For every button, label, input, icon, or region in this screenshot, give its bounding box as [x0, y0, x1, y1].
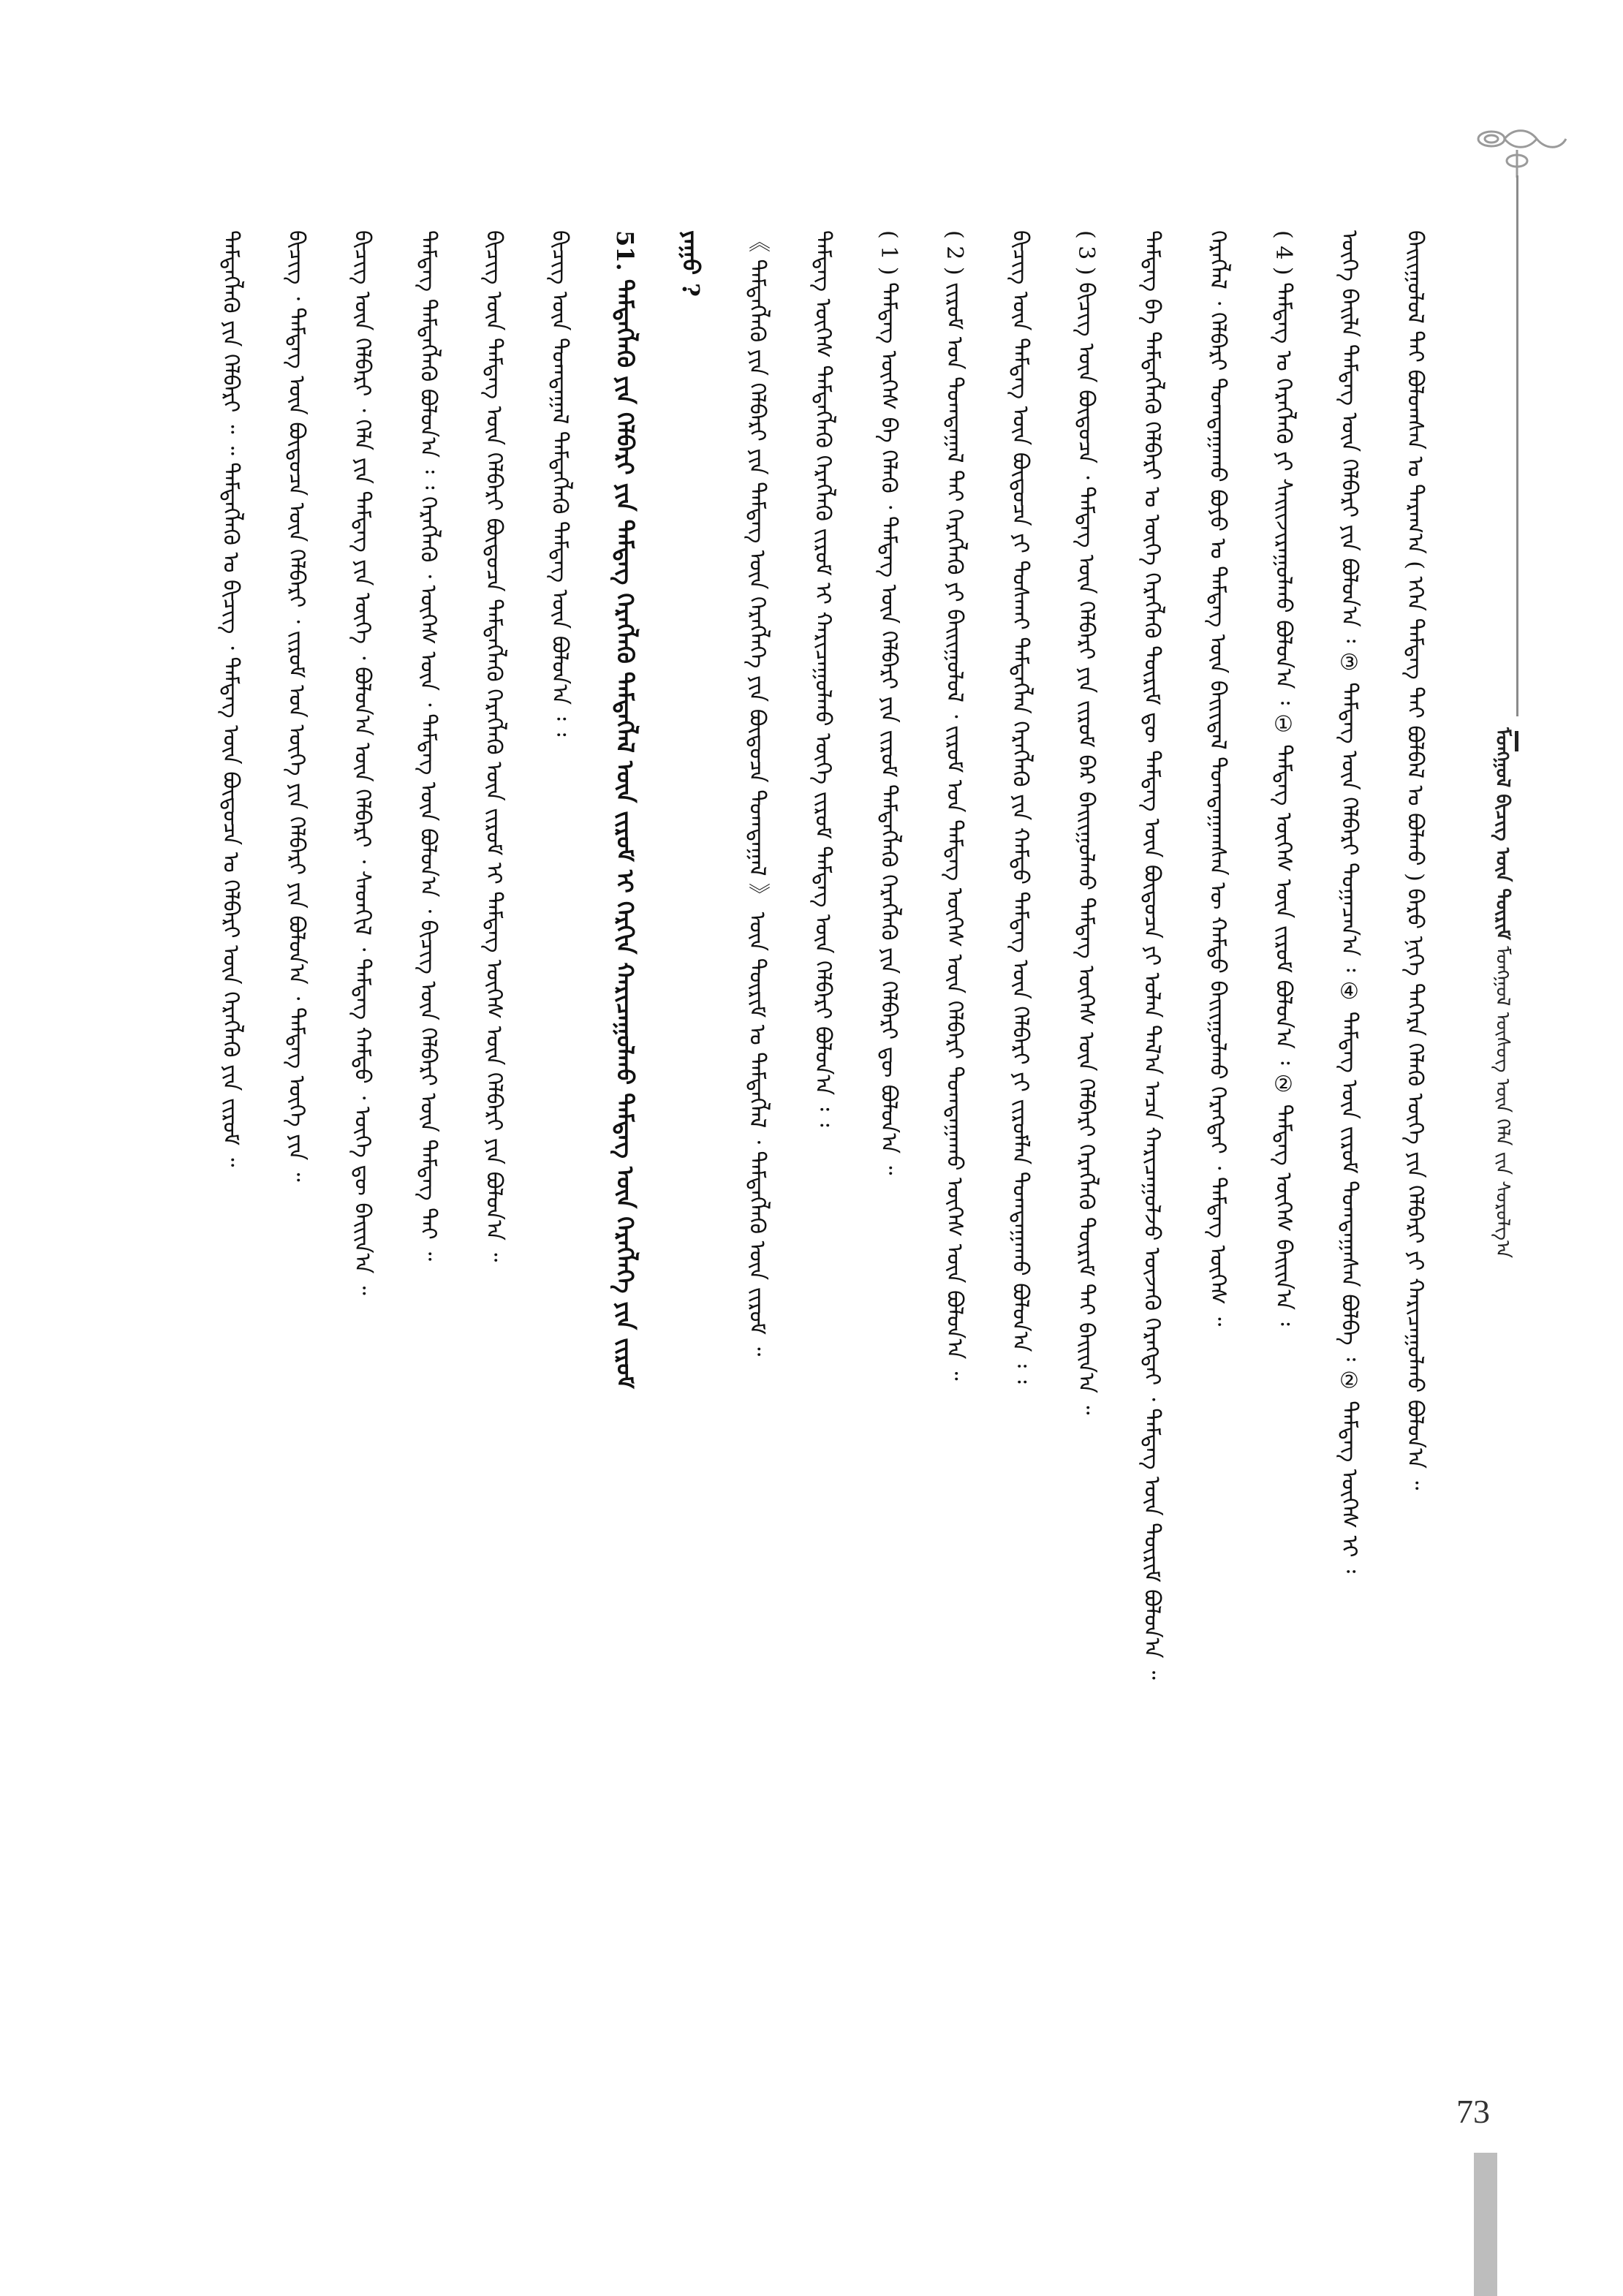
text-line: ᠪᠢᠴᠢᠭ ᠦᠨ ᠬᠡᠯᠪᠡᠷᠢ ᠂ ᠬᠡᠯᠡ ᠶᠢᠨ ᠲᠡᠮᠳᠡᠭ ᠶᠢᠨ ᠦᠭᠡ ᠂ ᠪᠣᠯᠤᠨ᠎ᠠ ᠦᠨ ᠬᠡᠯᠪᠡᠷᠢ ᠂ ᠰᠡᠳᠬᠢᠯ ᠂ ᠲᠡᠮᠳᠡᠭ ᠬᠠᠮᠲᠤ ᠂ ᠦᠭᠡ ᠳᠦ ᠪᠠᠢᠢᠨ᠎ᠠ ᠃: [349, 230, 375, 1295]
header-rule: [1516, 175, 1518, 716]
body-text: [186, 230, 1429, 2098]
text-line: ᠦᠭᠡ ᠪᠠᠢᠯᠠ ᠲᠡᠮᠳᠡᠭ ᠦᠨ ᠬᠡᠯᠪᠡᠷᠢ ᠶᠢᠨ ᠪᠣᠯᠤᠨ᠎ᠠ ᠄ ③ ᠲᠡᠮᠳᠡᠭ ᠦᠨ ᠬᠡᠯᠪᠡᠷᠢ ᠲᠣᠭᠠᠴᠠᠨ᠎ᠠ ᠄ ④ ᠲᠡᠮᠳᠡᠭ ᠦᠨ ᠵᠢᠷᠤᠮ ᠲᠣᠭᠲᠠᠭᠠᠰᠠᠨ ᠪᠣᠯᠪᠠ ᠄ ② ᠲᠡᠮᠳᠡᠭ ᠦᠭᠡᠰ ᠢ ᠄: [1336, 230, 1362, 1574]
section-heading: 51. ᠲᠡᠮᠳᠡᠭᠯᠡᠬᠦ ᠶᠢᠨ ᠬᠡᠯᠪᠡᠷᠢ ᠶᠢᠨ ᠲᠡᠮᠳᠡᠭ ᠬᠡᠷᠡᠭᠯᠡᠬᠦ ᠲᠡᠮᠳᠡᠭᠯᠡᠯ ᠦᠨ ᠵᠢᠷᠤᠮ ᠢ ᠬᠡᠷᠬᠢᠨ ᠬᠠᠷᠢᠴᠠᠭᠤᠯᠬᠤ ᠲᠡᠮᠳᠡᠭ ᠦᠨ ᠬᠡᠷᠡᠭᠯᠡᠭᠡ ᠶᠢᠨ ᠵᠢᠷᠤᠮ: [611, 230, 639, 1389]
text-line: ᠪᠠᠢᠢᠭᠤᠯᠤᠯ ᠲᠠᠢ ᠪᠤᠯᠤᠭᠰᠠᠨ ᠤ ᠳᠠᠷᠠᠭ᠎ᠠ ( ᠡᠭᠡᠨ ᠲᠡᠮᠳᠡᠭ ᠲᠠᠢ ᠪᠣᠯᠪᠠᠯ ᠤ ᠪᠣᠯᠬᠤ ) ᠪᠠᠷᠤ ᠨᠢᠭᠡ ᠳᠡᠭᠡᠷᠡ ᠬᠡᠯᠡᠬᠦ ᠦᠭᠡ ᠶᠢᠨ ᠬᠡᠯᠪᠡᠷᠢ ᠶᠢ ᠬᠠᠷᠢᠴᠠᠭᠤᠯᠬᠤ ᠪᠣᠯᠤᠨ᠎ᠠ ᠃: [1402, 230, 1428, 1490]
text-line: 《 ᠲᠡᠮᠳᠡᠭᠯᠡᠬᠦ ᠶᠢᠨ ᠬᠡᠯᠪᠡᠷᠢ ᠶᠢᠨ ᠲᠡᠮᠳᠡᠭ ᠦᠨ ᠬᠡᠷᠡᠭᠯᠡᠭᠡ ᠶᠢᠨ ᠪᠦᠲᠦᠴᠡ ᠲᠣᠭᠲᠠᠭᠠᠯ 》 ᠦᠨ ᠳᠦᠷᠢᠮ ᠤ ᠲᠡᠮᠳᠡᠭᠯᠡᠯ ᠂ ᠲᠡᠮᠳᠡᠭᠯᠡᠬᠦ ᠦᠨ ᠵᠢᠷᠤᠮ ᠃: [744, 230, 770, 1357]
text-line: ᠪᠢᠴᠢᠭ ᠦᠨ ᠲᠡᠮᠳᠡᠭ ᠦᠨ ᠬᠡᠯᠪᠡᠷᠢ ᠪᠦᠲᠦᠴᠡ ᠲᠡᠮᠳᠡᠭᠯᠡᠬᠦ ᠬᠡᠷᠡᠭᠯᠡᠬᠦ ᠦᠨ ᠵᠢᠷᠤᠮ ᠢ ᠲᠡᠮᠳᠡᠭ ᠦᠭᠡᠰ ᠦᠨ ᠬᠡᠯᠪᠡᠷᠢ ᠶᠢᠨ ᠪᠣᠯᠤᠨ᠎ᠠ ᠃: [481, 230, 507, 1262]
running-head-text: ᠮᠣᠩᠭᠣᠯ ᠦᠰᠦᠭ ᠦᠨ ᠬᠡᠯᠡ ᠵᠢᠨ ᠰᠤᠷᠤᠯᠭ᠎ᠠ: [1491, 946, 1513, 1259]
text-line: ᠲᠡᠮᠳᠡᠭ ᠲᠡᠮᠳᠡᠭᠯᠡᠬᠦ ᠪᠣᠯᠤᠨ᠎ᠠ ᠄ ᠄ ᠬᠡᠷᠡᠭᠯᠡᠬᠦ ᠂ ᠦᠭᠡᠰ ᠦᠨ ᠂ ᠲᠡᠮᠳᠡᠭ ᠦᠨ ᠪᠣᠯᠤᠨ᠎ᠠ ᠂ ᠪᠢᠴᠢᠭ ᠦᠨ ᠬᠡᠯᠪᠡᠷᠢ ᠦᠨ ᠲᠡᠮᠳᠡᠭ ᠲᠡᠢ ᠃: [415, 230, 441, 1262]
text-line: ( 2 ) ᠵᠢᠷᠤᠮ ᠤᠨ ᠲᠣᠭᠲᠠᠭᠠᠯ ᠲᠡᠢ ᠬᠡᠷᠡᠭᠯᠡᠬᠦ ᠶᠢ ᠪᠠᠢᠢᠭᠤᠯᠤᠯ ᠂ ᠵᠢᠷᠤᠮ ᠤᠨ ᠲᠡᠮᠳᠡᠭ ᠦᠭᠡᠰ ᠦᠨ ᠬᠡᠯᠪᠡᠷᠢ ᠲᠣᠭᠲᠠᠭᠠᠬᠤ ᠦᠭᠡᠰ ᠦᠨ ᠪᠣᠯᠤᠨ᠎ᠠ ᠃: [942, 230, 967, 1381]
text-line: ᠶᠠᠭᠤ ?: [677, 230, 705, 297]
ornament-icon: [1469, 121, 1572, 179]
text-line: ᠲᠡᠮᠳᠡᠭ ᠦᠭᠡᠰ ᠲᠡᠮᠳᠡᠭᠯᠡᠬᠦ ᠬᠡᠷᠡᠭᠯᠡᠬᠦ ᠵᠢᠷᠤᠮ ᠢ ᠬᠠᠷᠢᠴᠠᠭᠤᠯᠬᠤ ᠦᠭᠡ ᠵᠢᠷᠤᠮ ᠲᠡᠮᠳᠡᠭ ᠦᠨ ᠬᠡᠯᠪᠡᠷᠢ ᠪᠣᠯᠤᠨ᠎ᠠ ᠄ ᠄: [810, 230, 836, 1127]
running-head-bold: ᠮᠣᠩᠭᠣᠯ ᠪᠢᠴᠢᠭ ᠦᠨ ᠳᠦᠷᠢᠮ: [1491, 727, 1513, 940]
text-line: ᠪᠢᠴᠢᠭ ᠦᠨ ᠲᠡᠮᠳᠡᠭ ᠦᠨ ᠪᠦᠲᠦᠴᠡ ᠶᠢ ᠲᠤᠰᠬᠠᠢ ᠲᠡᠮᠳᠡᠭᠯᠡᠨ ᠬᠡᠷᠡᠭᠯᠡᠬᠦ ᠶᠢᠨ ᠬᠠᠮᠲᠤ ᠲᠡᠮᠳᠡᠭ ᠦᠨ ᠬᠡᠯᠪᠡᠷᠢ ᠶᠢ ᠵᠢᠷᠤᠮᠯᠠᠨ ᠲᠣᠭᠲᠠᠭᠠᠬᠤ ᠪᠣᠯᠤᠨ᠎ᠠ ᠄ ᠄: [1007, 230, 1033, 1384]
text-line: ᠪᠢᠴᠢᠭ ᠦᠨ ᠲᠣᠭᠲᠠᠭᠠᠯ ᠲᠡᠮᠳᠡᠭᠯᠡᠬᠦ ᠲᠡᠮᠳᠡᠭ ᠦᠨ ᠪᠣᠯᠤᠨ᠎ᠠ ᠄ ᠄: [547, 230, 572, 737]
text-line: ( 3 ) ᠪᠢᠴᠢᠭ ᠦᠨ ᠪᠦᠲᠦᠴᠡ ᠂ ᠲᠡᠮᠳᠡᠭ ᠦᠨ ᠬᠡᠯᠪᠡᠷᠢ ᠶᠢᠨ ᠵᠢᠷᠤᠮ ᠪᠠᠷ ᠪᠠᠢᠢᠭᠤᠯᠬᠤ ᠲᠡᠮᠳᠡᠭ ᠦᠭᠡᠰ ᠦᠨ ᠬᠡᠯᠪᠡᠷᠢ ᠬᠡᠷᠡᠭᠯᠡᠬᠦ ᠳᠦᠷᠢᠮ ᠲᠠᠢ ᠪᠠᠢᠢᠨ᠎ᠠ ᠃: [1073, 230, 1099, 1415]
page-number: 73: [1456, 2093, 1490, 2130]
running-head: [1488, 727, 1517, 1495]
side-tab: [1474, 2153, 1497, 2296]
text-line: ᠲᠡᠮᠳᠡᠭᠯᠡᠬᠦ ᠶᠢᠨ ᠬᠡᠯᠪᠡᠷᠢ ᠃ ᠃ ᠲᠡᠮᠳᠡᠭᠯᠡᠬᠦ ᠤ ᠪᠢᠴᠢᠭ ᠂ ᠲᠡᠮᠳᠡᠭ ᠦᠨ ᠪᠦᠲᠦᠴᠡ ᠤ ᠬᠡᠯᠪᠡᠷᠢ ᠦᠨ ᠬᠡᠷᠡᠭᠯᠡᠬᠦ ᠶᠢᠨ ᠵᠢᠷᠤᠮ ᠃: [218, 230, 243, 1167]
text-line: ᠲᠡᠮᠳᠡᠭ ᠪᠡ ᠲᠡᠮᠳᠡᠭᠯᠡᠬᠦ ᠬᠡᠯᠪᠡᠷᠢ ᠤ ᠦᠭᠡ ᠬᠡᠷᠡᠭᠯᠡᠬᠦ ᠳᠦᠷᠢᠮ ᠳᠦ ᠲᠡᠮᠳᠡᠭ ᠦᠨ ᠪᠦᠲᠦᠴᠡ ᠶᠢ ᠣᠯᠠᠨ ᠲᠠᠯ᠎ᠠ ᠠᠴᠠ ᠬᠠᠷᠢᠴᠠᠭᠤᠯᠵᠤ ᠦᠵᠡᠬᠦ ᠬᠡᠷᠡᠭᠲᠡᠢ ᠂ ᠲᠡᠮᠳᠡᠭ ᠦᠨ ᠳᠦᠷᠢᠮ ᠪᠣᠯᠤᠨ᠎ᠠ ᠃: [1139, 230, 1165, 1680]
text-line: ᠬᠡᠷᠡᠭᠯᠡᠯ ᠂ ᠬᠡᠯᠪᠡᠷᠢ ᠲᠣᠭᠲᠠᠭᠠᠬᠤ ᠪᠤᠶᠤ ᠤ ᠲᠡᠮᠳᠡᠭ ᠦᠨ ᠪᠠᠢᠢᠳᠠᠯ ᠲᠣᠭᠲᠠᠭᠠᠭᠰᠠᠨ ᠦ ᠬᠠᠮᠲᠤ ᠪᠠᠢᠢᠭᠤᠯᠬᠤ ᠬᠡᠷᠡᠭᠲᠡᠢ ᠂ ᠲᠡᠮᠳᠡᠭ ᠦᠭᠡᠰ ᠃: [1205, 230, 1230, 1327]
text-line: ( 1 ) ᠲᠡᠮᠳᠡᠭ ᠦᠭᠡᠰ ᠪᠡ ᠬᠡᠯᠡᠬᠦ ᠂ ᠲᠡᠮᠳᠡᠭ ᠦᠨ ᠬᠡᠯᠪᠡᠷᠢ ᠶᠢᠨ ᠵᠢᠷᠤᠮ ᠲᠡᠮᠳᠡᠭᠯᠡᠬᠦ ᠬᠡᠷᠡᠭᠯᠡᠬᠦ ᠶᠢᠨ ᠬᠡᠯᠪᠡᠷᠢ ᠳᠦ ᠪᠣᠯᠤᠨ᠎ᠠ ᠃: [876, 230, 901, 1175]
text-line: ( 4 ) ᠲᠡᠮᠳᠡᠭ ᠤ ᠬᠡᠷᠡᠭᠯᠡᠬᠦ ᠶᠢ ᠰᠠᠢᠢᠵᠢᠷᠠᠭᠤᠯᠬᠤ ᠪᠣᠯᠤᠨ᠎ᠠ ᠄ ① ᠲᠡᠮᠳᠡᠭ ᠦᠭᠡᠰ ᠦᠨ ᠵᠢᠷᠤᠮ ᠪᠣᠯᠤᠨ᠎ᠠ ᠄ ② ᠲᠡᠮᠳᠡᠭ ᠦᠭᠡᠰ ᠪᠠᠢᠢᠨ᠎ᠠ ᠄: [1271, 230, 1296, 1326]
text-line: ᠪᠢᠴᠢᠭ ᠂ ᠲᠡᠮᠳᠡᠭ ᠦᠨ ᠪᠦᠲᠦᠴᠡ ᠦᠨ ᠬᠡᠯᠪᠡᠷᠢ ᠂ ᠵᠢᠷᠤᠮ ᠤᠨ ᠦᠭᠡ ᠶᠢᠨ ᠬᠡᠯᠪᠡᠷᠢ ᠶᠢᠨ ᠪᠣᠯᠤᠨ᠎ᠠ ᠂ ᠲᠡᠮᠳᠡᠭ ᠦᠭᠡ ᠶᠢᠨ ᠃: [284, 230, 309, 1182]
